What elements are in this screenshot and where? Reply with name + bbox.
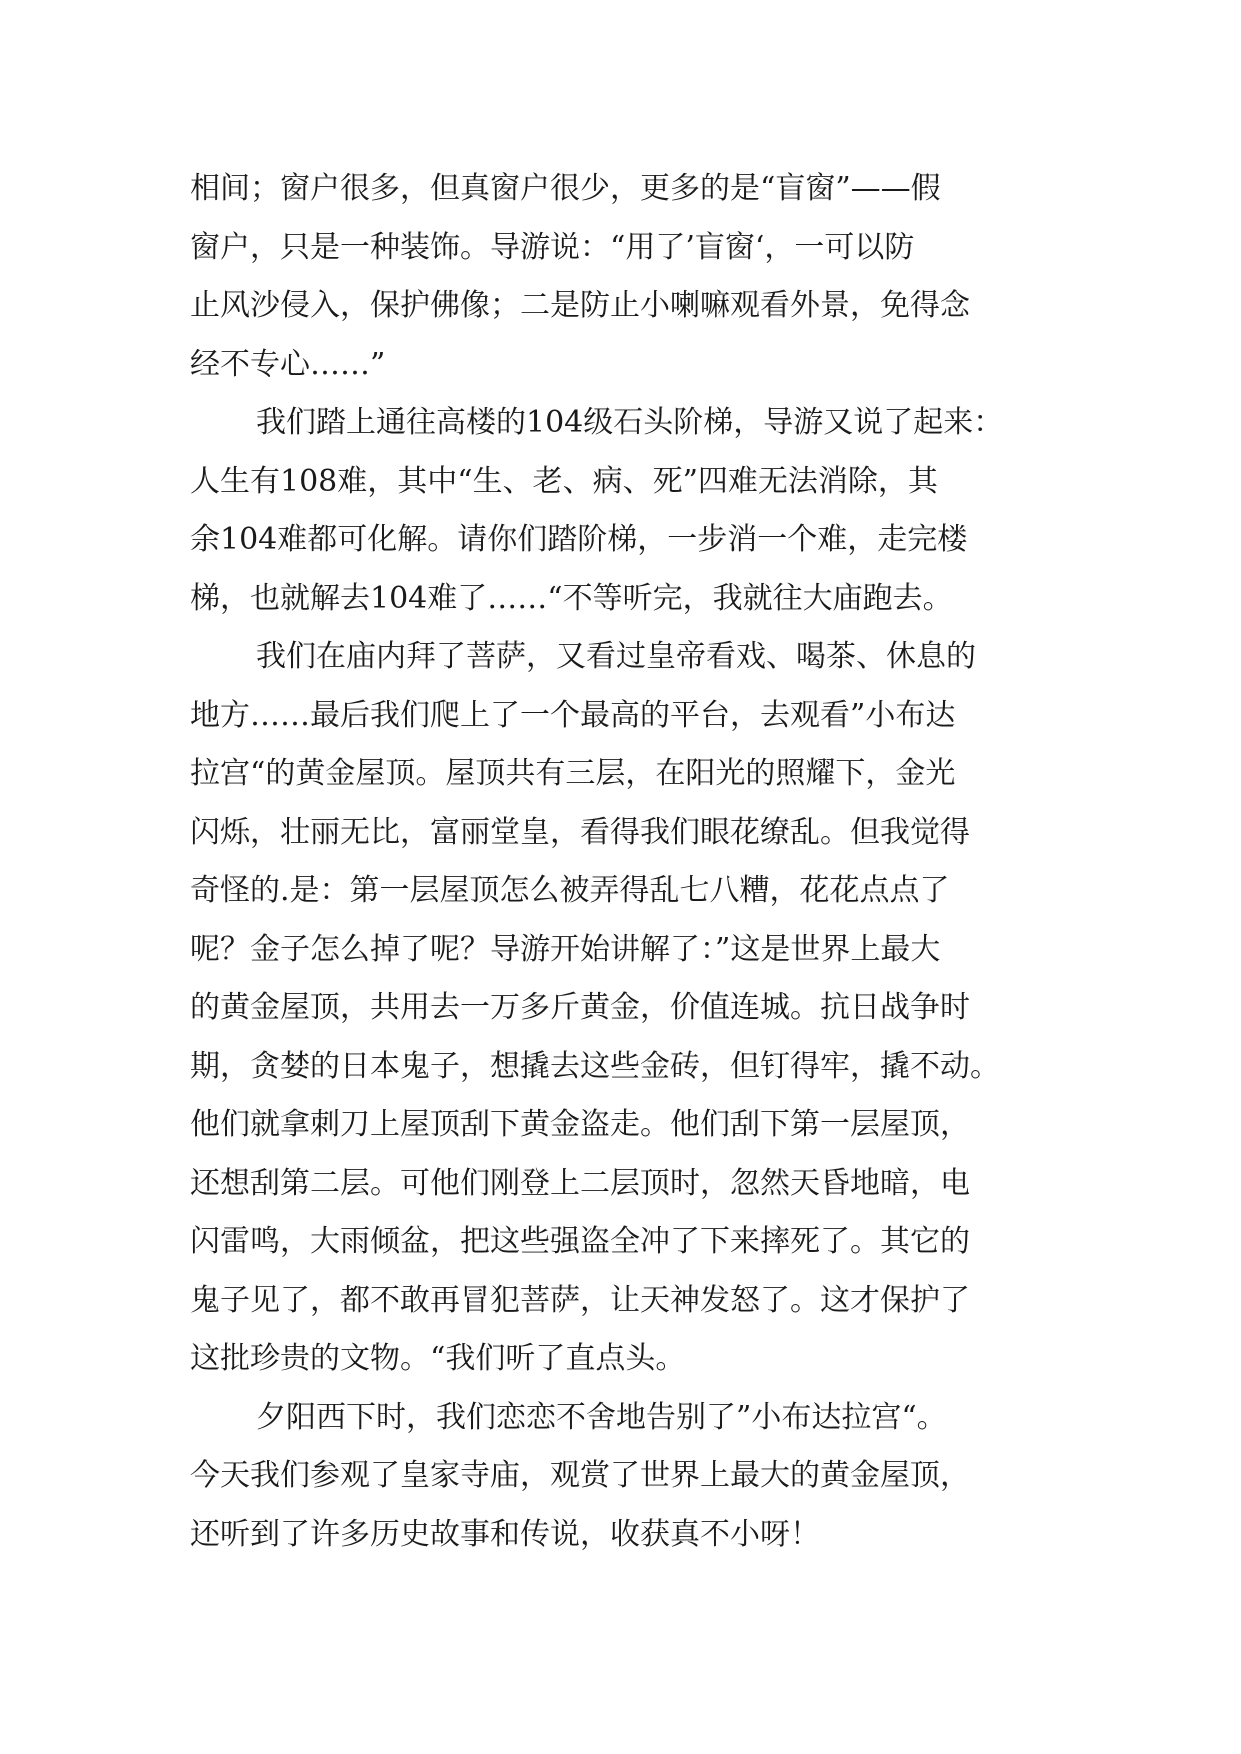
text-line: 地方……最后我们爬上了一个最高的平台，去观看”小布达 xyxy=(190,697,956,733)
text-line: 还想刮第二层。可他们刚登上二层顶时，忽然天昏地暗，电 xyxy=(190,1165,970,1201)
text-line: 奇怪的.是：第一层屋顶怎么被弄得乱七八糟，花花点点了 xyxy=(190,873,950,908)
text-line: 闪雷鸣，大雨倾盆，把这些强盗全冲了下来摔死了。其它的 xyxy=(190,1224,970,1259)
text-line: 闪烁，壮丽无比，富丽堂皇，看得我们眼花缭乱。但我觉得 xyxy=(190,814,970,850)
text-line: 他们就拿刺刀上屋顶刮下黄金盗走。他们刮下第一层屋顶， xyxy=(190,1107,970,1142)
document-body xyxy=(190,160,1050,1564)
text-line: 还听到了许多历史故事和传说，收获真不小呀！ xyxy=(190,1516,820,1552)
text-line: 期，贪婪的日本鬼子，想撬去这些金砖，但钉得牢，撬不动。 xyxy=(190,1048,1000,1084)
text-line: 梯，也就解去104难了……“不等听完，我就往大庙跑去。 xyxy=(190,580,953,616)
text-line: 止风沙侵入，保护佛像；二是防止小喇嘛观看外景，免得念 xyxy=(190,288,970,323)
text-line: 我们踏上通往高楼的104级石头阶梯，导游又说了起来： xyxy=(256,405,1004,440)
text-line: 这批珍贵的文物。“我们听了直点头。 xyxy=(190,1341,686,1376)
text-line: 今天我们参观了皇家寺庙，观赏了世界上最大的黄金屋顶， xyxy=(190,1458,970,1493)
text-line: 窗户，只是一种装饰。导游说：“用了’盲窗‘，一可以防 xyxy=(190,229,915,265)
text-line: 经不专心……” xyxy=(190,346,386,382)
text-line: 人生有108难，其中“生、老、病、死”四难无法消除，其 xyxy=(190,463,938,499)
text-line: 呢？金子怎么掉了呢？导游开始讲解了：”这是世界上最大 xyxy=(190,931,941,967)
text-line: 的黄金屋顶，共用去一万多斤黄金，价值连城。抗日战争时 xyxy=(190,990,970,1025)
text-line: 夕阳西下时，我们恋恋不舍地告别了”小布达拉宫“。 xyxy=(256,1399,947,1435)
text-line: 相间；窗户很多，但真窗户很少，更多的是“盲窗”——假 xyxy=(190,171,941,206)
text-line: 拉宫“的黄金屋顶。屋顶共有三层，在阳光的照耀下，金光 xyxy=(190,756,956,791)
text-line: 鬼子见了，都不敢再冒犯菩萨，让天神发怒了。这才保护了 xyxy=(190,1282,970,1318)
text-line: 余104难都可化解。请你们踏阶梯，一步消一个难，走完楼 xyxy=(190,522,968,557)
text-line: 我们在庙内拜了菩萨，又看过皇帝看戏、喝茶、休息的 xyxy=(256,639,976,674)
